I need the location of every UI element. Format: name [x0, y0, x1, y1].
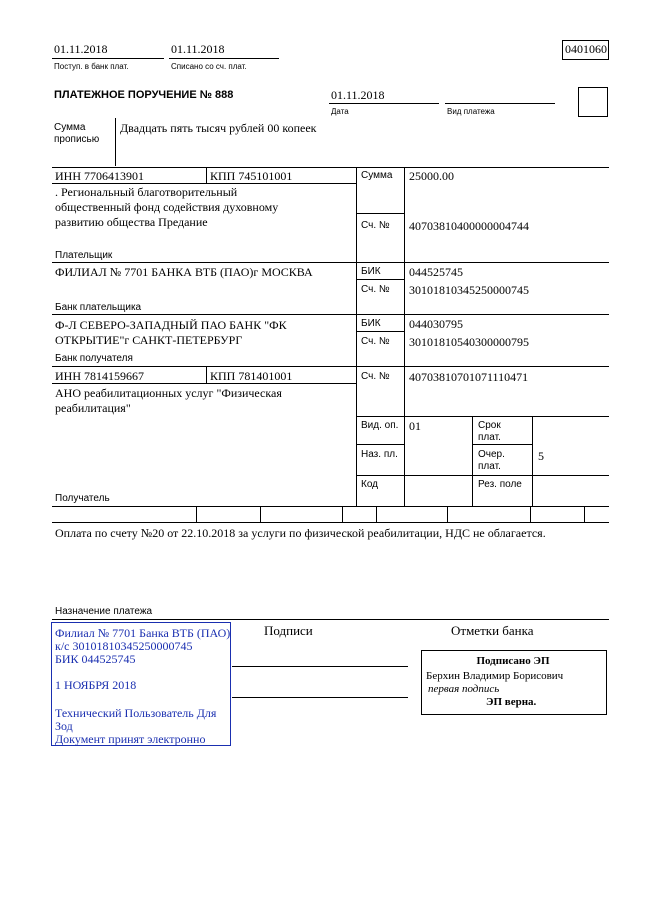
payer-bank-account: 30101810345250000745 — [409, 283, 529, 297]
payment-type-label: Вид платежа — [447, 107, 495, 116]
row-line-inn-bottom — [52, 183, 356, 184]
payee-bank-bik-label: БИК — [361, 318, 381, 329]
tax-col-3 — [342, 506, 343, 522]
amount-words-text: Двадцать пять тысяч рублей 00 копеек — [120, 121, 317, 135]
row-line-payerbank-bottom — [52, 314, 609, 315]
col-line-val — [404, 167, 405, 506]
op-type-label: Вид. оп. — [361, 420, 399, 431]
payer-inn: ИНН 7706413901 — [55, 169, 144, 183]
code-label: Код — [361, 479, 379, 490]
document-date-line — [329, 103, 439, 104]
received-date-line — [52, 58, 164, 59]
row-line-term-bottom — [472, 444, 532, 445]
document-title: ПЛАТЕЖНОЕ ПОРУЧЕНИЕ № 888 — [54, 89, 234, 101]
row-line-bik2-bottom — [356, 331, 404, 332]
payer-name-1: . Региональный благотворительный — [55, 185, 238, 199]
payee-bank-bik: 044030795 — [409, 317, 463, 331]
tax-col-4 — [376, 506, 377, 522]
payer-bank-label: Банк плательщика — [55, 302, 142, 313]
purpose-bottom-line — [52, 619, 609, 620]
purpose-text: Оплата по счету №20 от 22.10.2018 за услуги по физической реабилитации, НДС не облагается. — [55, 526, 546, 540]
debited-label: Списано со сч. плат. — [171, 62, 247, 71]
tax-col-5 — [447, 506, 448, 522]
row-line-bottom — [52, 506, 609, 507]
row-line-inn2-bottom — [52, 383, 356, 384]
term-label-2: плат. — [478, 432, 501, 443]
tax-col-1 — [196, 506, 197, 522]
bank-stamp-line-1: Филиал № 7701 Банка ВТБ (ПАО) — [55, 626, 231, 640]
row-line-payeebank-bottom — [52, 366, 609, 367]
payee-bank-account: 30101810540300000795 — [409, 335, 529, 349]
purpose-label: Назначение платежа — [55, 606, 153, 617]
esign-title: Подписано ЭП — [476, 655, 550, 667]
row-line-code-top — [356, 475, 609, 476]
row-line-tax — [52, 522, 609, 523]
signature-line-2 — [232, 697, 408, 698]
status-box — [578, 87, 608, 117]
payer-bank-account-label: Сч. № — [361, 284, 390, 295]
payee-account: 40703810701071110471 — [409, 370, 529, 384]
row-line-payer-bottom — [52, 262, 609, 263]
payer-bank-name: ФИЛИАЛ № 7701 БАНКА ВТБ (ПАО)г МОСКВА — [55, 265, 313, 279]
payee-name-1: АНО реабилитационных услуг "Физическая — [55, 386, 282, 400]
payee-inn: ИНН 7814159667 — [55, 369, 144, 383]
payer-account: 40703810400000004744 — [409, 219, 529, 233]
amount-words-label: Сумма — [54, 122, 86, 133]
col-line-term-left — [472, 416, 473, 506]
received-label: Поступ. в банк плат. — [54, 62, 129, 71]
amount-words-divider — [115, 118, 116, 166]
payee-label: Получатель — [55, 493, 110, 504]
document-date-label: Дата — [331, 107, 349, 116]
sum-label: Сумма — [361, 170, 393, 181]
payee-name-2: реабилитация" — [55, 401, 131, 415]
payee-bank-label: Банк получателя — [55, 353, 133, 364]
row-line-acct-bottom — [356, 416, 609, 417]
payer-name-3: развитию общества Предание — [55, 215, 208, 229]
col-line-term-right — [532, 416, 533, 506]
payer-name-2: общественный фонд содействия духовному — [55, 200, 279, 214]
sum-value: 25000.00 — [409, 169, 454, 183]
bank-stamp-user-3: Документ принят электронно — [55, 732, 206, 746]
priority-label-1: Очер. — [478, 449, 505, 460]
esign-name: Берхин Владимир Борисович — [426, 670, 564, 682]
signature-line-1 — [232, 666, 408, 667]
payment-type-line — [445, 103, 555, 104]
bank-marks-label: Отметки банка — [451, 623, 534, 638]
op-type-value: 01 — [409, 419, 421, 433]
signatures-label: Подписи — [264, 623, 313, 638]
payer-account-label: Сч. № — [361, 220, 390, 231]
bank-stamp-line-3: БИК 044525745 — [55, 652, 136, 666]
document-date: 01.11.2018 — [331, 88, 385, 102]
payer-bank-bik-label: БИК — [361, 266, 381, 277]
bank-stamp-date: 1 НОЯБРЯ 2018 — [55, 678, 137, 692]
col-line-mid — [356, 167, 357, 506]
row-line-bik1-bottom — [356, 279, 404, 280]
bank-stamp-line-2: к/с 30101810345250000745 — [55, 639, 193, 653]
row-line-1 — [52, 167, 609, 168]
esign-status: ЭП верна. — [486, 696, 537, 708]
payee-account-label: Сч. № — [361, 371, 390, 382]
tax-col-7 — [584, 506, 585, 522]
amount-words-label-2: прописью — [54, 134, 100, 145]
payee-bank-name-1: Ф-Л СЕВЕРО-ЗАПАДНЫЙ ПАО БАНК "ФК — [55, 318, 287, 332]
payee-kpp: КПП 781401001 — [210, 369, 293, 383]
payer-kpp: КПП 745101001 — [210, 169, 293, 183]
tax-col-2 — [260, 506, 261, 522]
tax-col-6 — [530, 506, 531, 522]
reserve-label: Рез. поле — [478, 479, 522, 490]
received-date: 01.11.2018 — [54, 42, 108, 56]
debited-date: 01.11.2018 — [171, 42, 225, 56]
payee-bank-account-label: Сч. № — [361, 336, 390, 347]
debited-date-line — [169, 58, 279, 59]
col-line-kpp1 — [206, 167, 207, 183]
row-line-op-bottom — [356, 444, 404, 445]
priority-label-2: плат. — [478, 461, 501, 472]
purpose-code-label: Наз. пл. — [361, 449, 398, 460]
payer-label: Плательщик — [55, 250, 113, 261]
col-line-kpp2 — [206, 366, 207, 383]
payee-bank-name-2: ОТКРЫТИЕ"г САНКТ-ПЕТЕРБУРГ — [55, 333, 243, 347]
payer-bank-bik: 044525745 — [409, 265, 463, 279]
form-code: 0401060 — [565, 42, 607, 56]
bank-stamp-user-1: Технический Пользователь Для — [55, 706, 217, 720]
priority-value: 5 — [538, 449, 544, 463]
term-label-1: Срок — [478, 420, 501, 431]
bank-stamp-user-2: Зод — [55, 719, 73, 733]
row-line-sum-bottom — [356, 213, 404, 214]
esign-role: первая подпись — [428, 683, 500, 695]
